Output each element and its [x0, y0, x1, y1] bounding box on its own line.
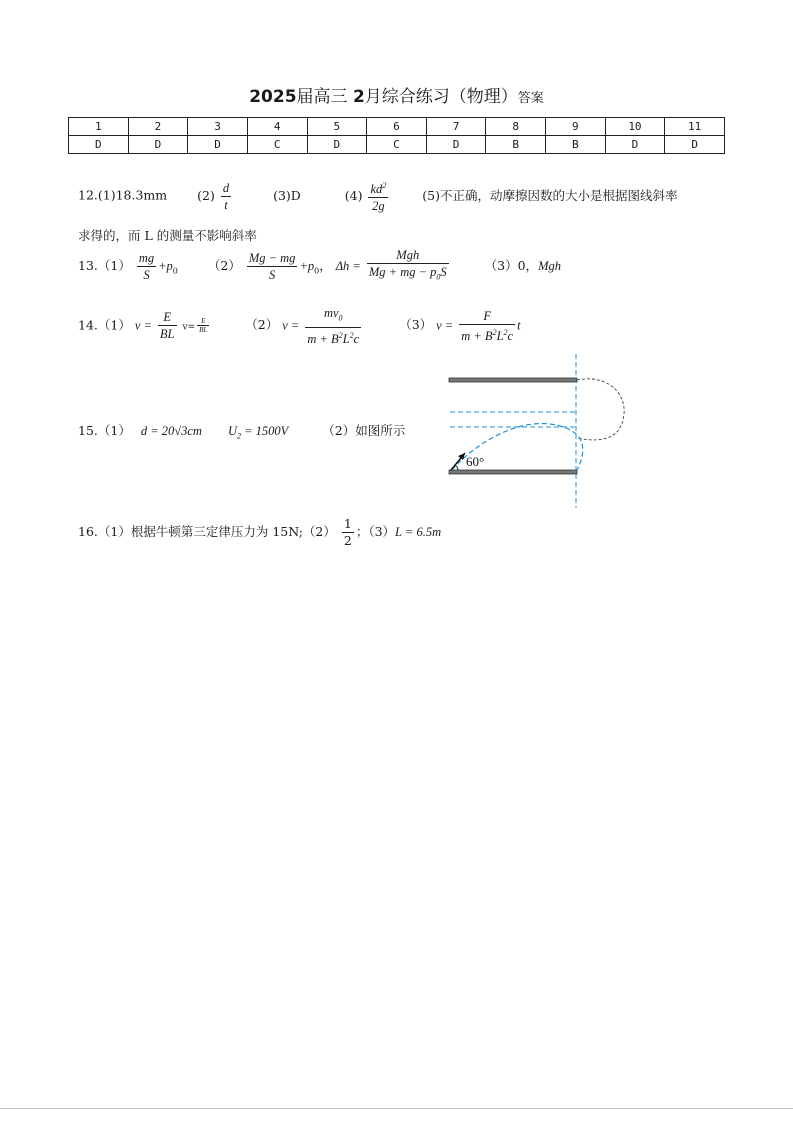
q16-fraction-denominator: 2: [343, 533, 352, 548]
question-number-cell: 3: [188, 118, 248, 136]
q14-fraction-e-over-bl: [158, 309, 177, 342]
question-number-cell: 2: [128, 118, 188, 136]
q14-part1-label: （1）: [97, 317, 131, 333]
q14-fraction-mv0: [305, 305, 361, 347]
q15-u-subscript: 2: [236, 431, 241, 441]
q16-part1: （1）根据牛顿第三定律压力为 15N;（2）: [97, 524, 336, 539]
q13-fraction-mgh: [367, 247, 449, 286]
question-number-cell: 9: [546, 118, 606, 136]
q14-f2-sup-l: 2: [349, 330, 354, 340]
q14-f3-den-c: c: [507, 328, 514, 343]
q14-f3-tail: t: [517, 318, 521, 333]
q13-part2-label: （2）: [207, 257, 241, 273]
answer-cell: D: [665, 136, 725, 154]
q14-f3-numerator: F: [459, 308, 515, 325]
title-month: 2: [352, 87, 365, 107]
answer-cell: D: [128, 136, 188, 154]
answer-cell: C: [367, 136, 427, 154]
q14-f1-numerator: E: [158, 309, 177, 326]
title-year: 2025: [249, 87, 297, 107]
angle-label: 60°: [466, 454, 485, 469]
question-number-cell: 4: [247, 118, 307, 136]
q13-f3-den-part-a: Mg + mg − p: [368, 265, 437, 279]
title-part2: 月综合练习（物理）: [364, 87, 518, 107]
q12-part5: (5)不正确，动摩擦因数的大小是根据图线斜率: [422, 187, 678, 203]
q13-f1-tail: +p: [158, 258, 173, 273]
q12-part1: (1)18.3mm: [97, 187, 168, 203]
question-number-cell: 5: [307, 118, 367, 136]
upper-plate: [449, 378, 577, 382]
q13-f3-den-part-b: S: [440, 265, 447, 279]
lower-plate: [449, 470, 577, 474]
q13-answer-line: [78, 247, 561, 286]
q13-delta-h: Δh =: [335, 258, 361, 273]
q12-label: 12.: [78, 187, 98, 203]
answer-cell: D: [307, 136, 367, 154]
q14-f3-denominator: [459, 325, 515, 344]
answer-cell: D: [605, 136, 665, 154]
q14-answer-line: [78, 305, 521, 347]
q14-f2-denominator: [305, 328, 361, 347]
q14-f2-den-a: m + B: [307, 331, 339, 346]
q13-part1-label: （1）: [97, 257, 131, 273]
title-suffix: 答案: [517, 91, 544, 106]
q14-small-denominator: BL: [199, 326, 208, 335]
q16-l-expression: L = 6.5m: [395, 525, 442, 539]
semicircle-arc-path: [577, 379, 624, 440]
q12-fraction-denominator: t: [224, 197, 228, 212]
question-number-cell: 10: [605, 118, 665, 136]
q14-f2-den-b: L: [342, 331, 350, 346]
answer-table-number-row: [69, 118, 725, 136]
q15-part2: （2）如图所示: [322, 423, 406, 438]
q12-kd-numerator: kd: [370, 182, 383, 197]
page-title: [0, 82, 793, 107]
q13-f1-denominator: S: [143, 267, 150, 282]
q12-kd-denominator: 2g: [372, 199, 385, 214]
q15-u-symbol: U: [227, 424, 237, 438]
footer-divider: [0, 1108, 793, 1109]
q12-fraction-numerator: d: [222, 180, 230, 195]
q13-part3-label: （3）0，: [484, 257, 539, 273]
question-number-cell: 1: [69, 118, 129, 136]
q16-fraction-numerator: 1: [343, 516, 352, 531]
answer-table: [68, 117, 725, 154]
question-number-cell: 11: [665, 118, 725, 136]
q13-f1-subscript: 0: [172, 266, 178, 276]
q15-d-expression: d = 20√3cm: [140, 424, 202, 438]
q14-f2-subscript: 0: [338, 313, 343, 323]
q12-answer-continuation: 求得的，而 L 的测量不影响斜率: [78, 228, 257, 243]
q13-f1-numerator: mg: [138, 250, 155, 265]
q13-fraction-mg-diff-over-s: [247, 250, 298, 283]
q13-comma: ，: [319, 257, 332, 273]
q14-small-fraction: [197, 317, 209, 334]
q14-f3-sup-b: 2: [492, 327, 497, 337]
q14-v-equals: v =: [134, 318, 152, 333]
q13-f3-subscript: 0: [436, 272, 441, 282]
question-number-cell: 8: [486, 118, 546, 136]
q16-part3-label: ；（3）: [355, 524, 396, 539]
q14-f3-den-a: m + B: [461, 328, 493, 343]
q12-kd-exponent: 2: [382, 181, 387, 190]
q15-part1-label: （1）: [97, 423, 131, 438]
answer-cell: D: [426, 136, 486, 154]
q16-fraction-half: [342, 516, 354, 549]
q14-f3-den-b: L: [496, 328, 504, 343]
q14-v-equals-2: v =: [282, 318, 300, 333]
q12-part3: (3)D: [273, 187, 301, 203]
q14-small-v: v=: [182, 322, 196, 333]
q13-f3-numerator: Mgh: [367, 247, 449, 264]
q14-f1-denominator: BL: [159, 327, 175, 342]
q14-f2-den-c: c: [353, 331, 360, 346]
q13-fraction-mg-over-s: [137, 250, 156, 283]
q15-u-value: = 1500V: [240, 424, 289, 438]
q12-part2-label: (2): [197, 187, 215, 203]
answer-cell: D: [188, 136, 248, 154]
q13-f2-denominator: S: [269, 267, 276, 282]
q14-part2-label: （2）: [245, 317, 279, 333]
q12-fraction-kd2-over-2g: [368, 178, 388, 214]
q15-trajectory-diagram: [446, 352, 646, 512]
answer-cell: C: [247, 136, 307, 154]
q15-answer-line: [78, 421, 405, 441]
question-number-cell: 7: [426, 118, 486, 136]
q14-label: 14.: [78, 317, 98, 333]
velocity-arrow-head: [458, 453, 465, 460]
answer-cell: D: [69, 136, 129, 154]
q13-label: 13.: [78, 257, 98, 273]
q14-f2-sup-b: 2: [338, 330, 343, 340]
q13-f2-subscript: 0: [314, 266, 320, 276]
q14-fraction-f: [459, 308, 515, 344]
q16-label: 16.: [78, 524, 98, 539]
q16-answer-line: [78, 516, 441, 549]
answer-table-answer-row: [69, 136, 725, 154]
answer-cell: B: [546, 136, 606, 154]
angle-arc: [455, 465, 458, 470]
q14-f2-numerator: mv: [323, 306, 339, 320]
q14-small-numerator: E: [197, 317, 209, 326]
q13-f2-numerator: Mg − mg: [248, 250, 296, 265]
q12-part4-label: (4): [344, 187, 363, 203]
answer-cell: B: [486, 136, 546, 154]
q14-v-equals-3: v =: [436, 318, 454, 333]
question-number-cell: 6: [367, 118, 427, 136]
q13-f3-denominator: [367, 264, 449, 286]
q14-part3-label: （3）: [399, 317, 433, 333]
q14-f3-sup-l: 2: [503, 327, 508, 337]
q12-fraction-d-over-t: [221, 180, 231, 213]
q13-part3-value: Mgh: [538, 258, 561, 273]
title-part1: 届高三: [296, 87, 348, 107]
q15-label: 15.: [78, 423, 98, 438]
q12-answer-line: [78, 178, 678, 214]
q13-f2-tail: +p: [299, 258, 315, 273]
